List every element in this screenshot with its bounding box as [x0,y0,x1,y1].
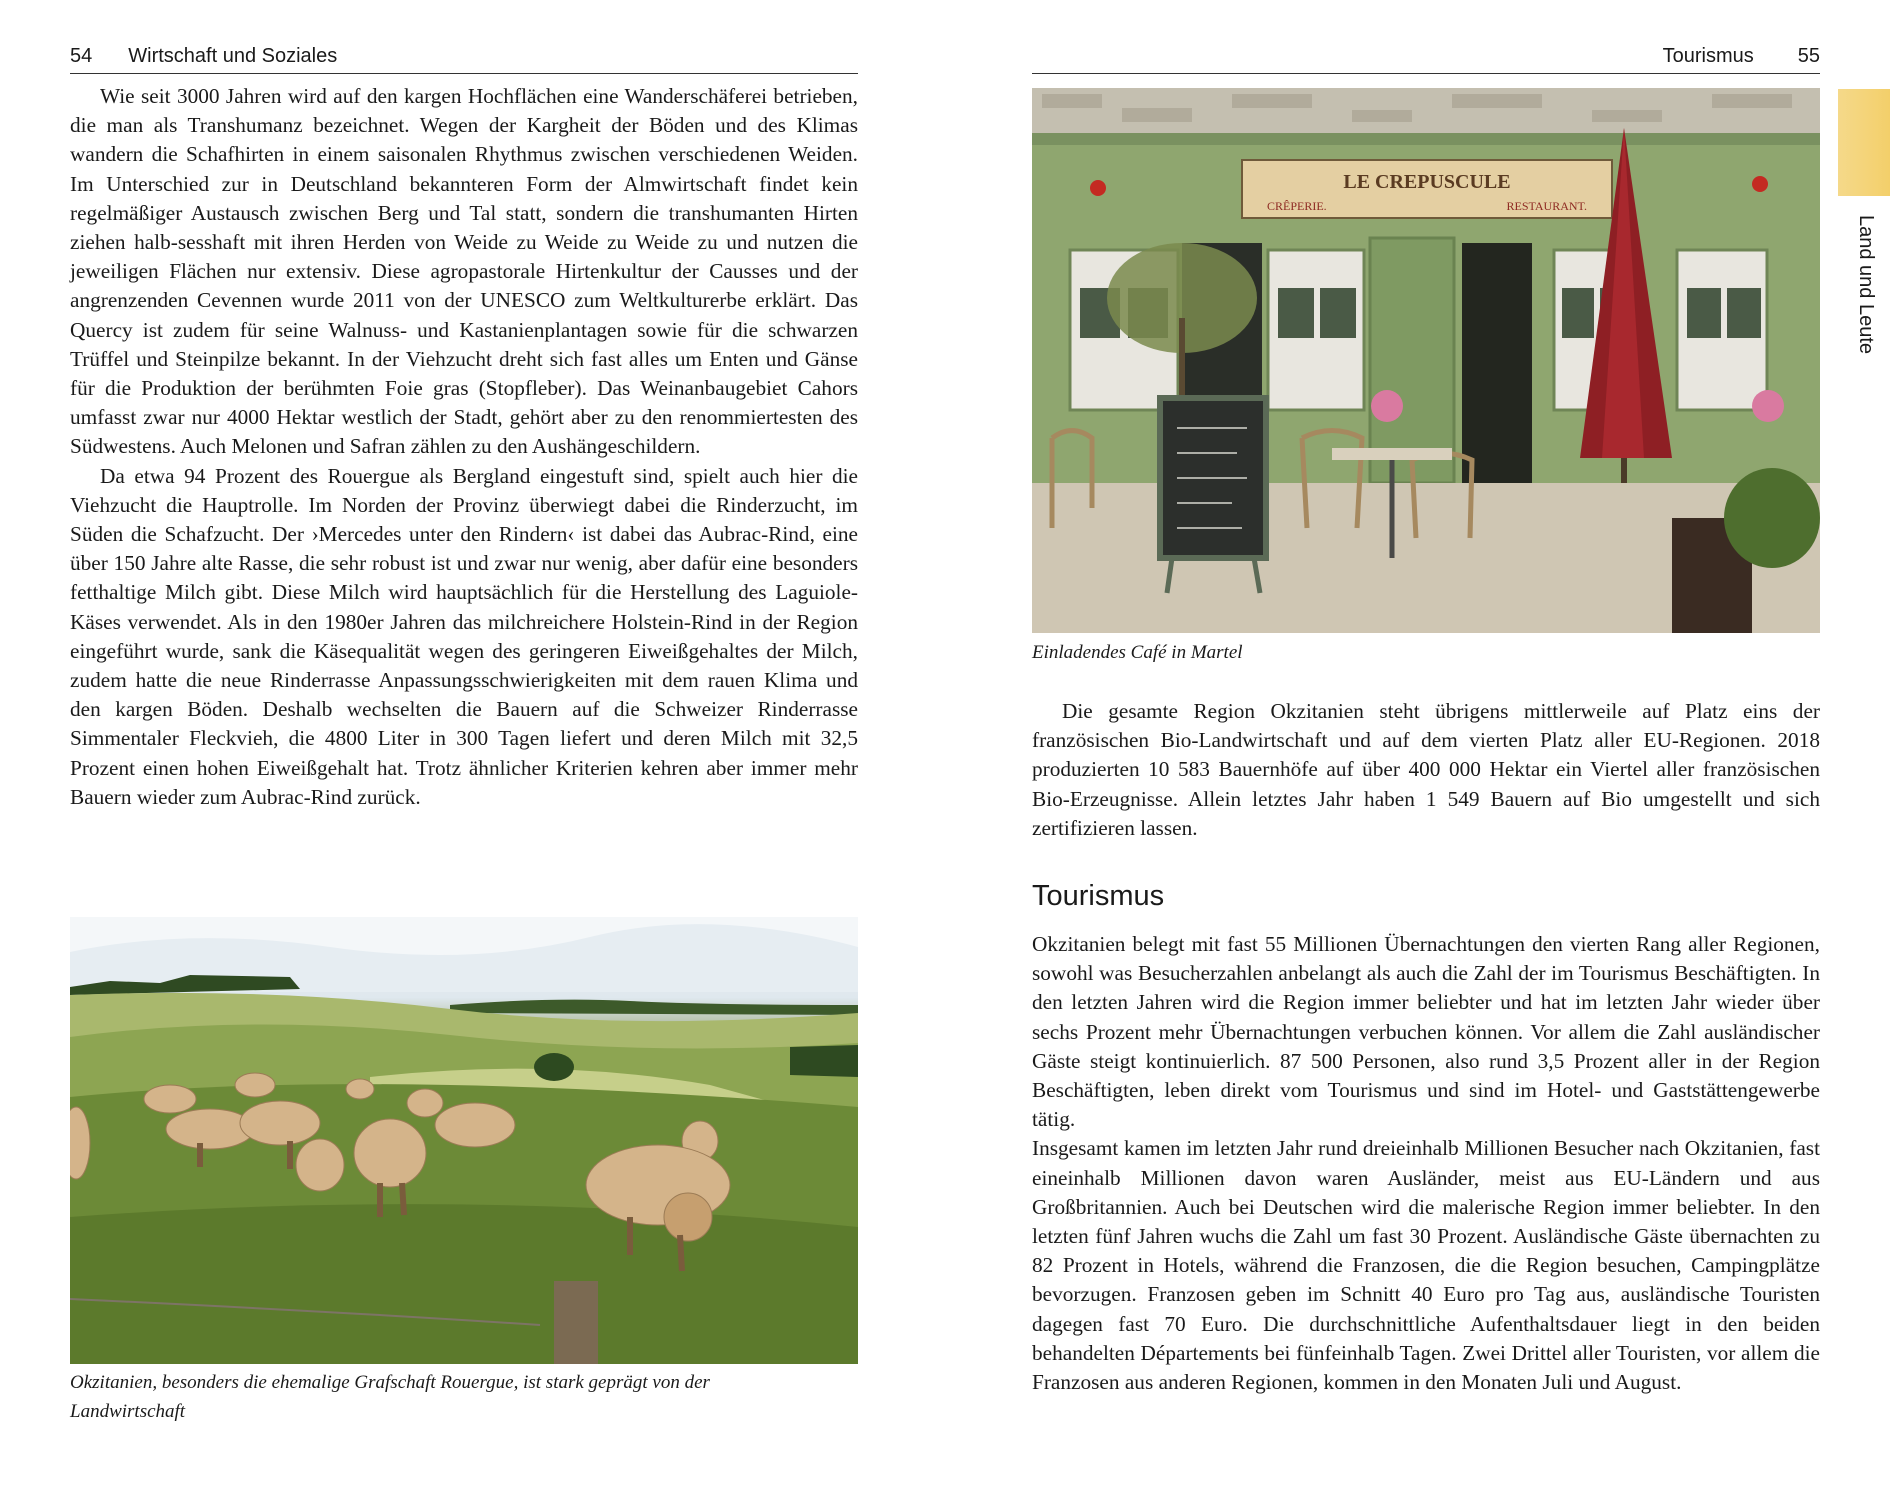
paragraph-besucher: Insgesamt kamen im letzten Jahr rund dreieinhalb Millionen Besucher nach Okzitanien, fast eineinhalb Millionen davon waren Ausländer, meist aus EU-Ländern und aus Großbritannien. Auch bei Deutschen wird die malerische Region immer beliebter. In den letzten fünf Jahren wuchs die Zahl um fast 30 Prozent. Ausländische Gäste übernachten zu 82 Prozent in Hotels, während die Franzosen, die die Region besuchen, Campingplätze bevorzugen. Franzosen geben im Schnitt 40 Euro pro Tag aus, ausländische Touristen dagegen fast 70 Euro. Die durchschnittliche Aufenthaltsdauer liegt in den beiden behandelten Départements bei fünfeinhalb Tagen. Zwei Drittel aller Touristen, vor allem die Franzosen aus anderen Regionen, kommen in den Monaten Juli und August. [1032,1136,1820,1395]
cows-pasture-photo [70,917,858,1364]
cafe-sign-left: CRÊPERIE. [1267,199,1327,213]
right-page [945,0,1890,1496]
right-running-head [1032,44,1820,74]
section-heading-tourismus: Tourismus [1032,880,1165,912]
cafe-photo [1032,88,1820,633]
right-page-number: 55 [1797,45,1820,67]
tourismus-text-column [1032,930,1820,1397]
cafe-sign-right: RESTAURANT. [1506,199,1587,213]
paragraph-bio-landwirtschaft: Die gesamte Region Okzitanien steht übrigens mittlerweile auf Platz eins der französischen Bio-Landwirtschaft und auf dem vierten Platz aller EU-Regionen. 2018 produzierten 10 583 Bauernhöfe auf über 400 000 Hektar ein Viertel aller französischen Bio-Erzeugnisse. Allein letztes Jahr haben 1 549 Bauern auf Bio umgestellt und sich zertifizieren lassen. [1032,699,1820,840]
cafe-photo-caption: Einladendes Café in Martel [1032,642,1243,663]
cafe-sign-name: LE CREPUSCULE [1343,171,1511,193]
paragraph-uebernachtungen: Okzitanien belegt mit fast 55 Millionen Übernachtungen den vierten Rang aller Regionen, sowohl was Besucherzahlen anbelangt als auch die Zahl der im Tourismus Beschäftigten. In den letzten Jahren wird die Region immer beliebter und hat im letzten Jahr wieder über sechs Prozent mehr Übernachtungen verbuchen können. Vor allem die Zahl ausländischer Gäste steigt kontinuierlich. 87 500 Personen, also rund 3,5 Prozent aller in der Region Beschäftigten, leben direkt vom Tourismus und sind im Hotel- und Gaststättengewerbe tätig. [1032,932,1820,1132]
left-running-head [70,44,858,74]
cafe-facade-illustration [1032,88,1820,633]
chapter-thumb-text: Land und Leute [1855,215,1877,355]
right-chapter-title: Tourismus [1662,45,1754,67]
chapter-thumb-label [1838,215,1890,375]
paragraph-transhumanz: Wie seit 3000 Jahren wird auf den kargen Hochflächen eine Wanderschäferei betrieben, die man als Transhumanz bezeichnet. Wegen der Kargheit der Böden und des Klimas wandern die Schafhirten in einem saisonalen Rhythmus zwischen verschiedenen Weiden. Im Unterschied zur in Deutschland bekannteren Form der Almwirtschaft findet kein regelmäßiger Austausch zwischen Berg und Tal statt, sondern die transhumanten Hirten ziehen halb-sesshaft mit ihren Herden von Weide zu Weide zu Weide zu und nutzen die jeweiligen Flächen nur extensiv. Diese agropastorale Hirtenkultur der Causses und der angrenzenden Cevennen wurde 2011 von der UNESCO zum Weltkulturerbe erklärt. Das Quercy ist zudem für seine Walnuss- und Kastanienplantagen sowie für die schwarzen Trüffel und Steinpilze bekannt. In der Viehzucht dreht sich fast alles um Enten und Gänse für die Produktion der berühmten Foie gras (Stopfleber). Das Weinanbaugebiet Cahors umfasst zwar nur 4000 Hektar westlich der Stadt, gehört aber zu den renommiertesten des Südwestens. Auch Melonen und Safran zählen zu den Aushängeschildern. [70,84,858,459]
left-page-number: 54 [70,45,93,67]
bio-paragraph-column [1032,697,1820,843]
left-text-column [70,82,858,812]
left-chapter-title: Wirtschaft und Soziales [128,45,338,67]
paragraph-rouergue: Da etwa 94 Prozent des Rouergue als Bergland eingestuft sind, spielt auch hier die Viehzucht die Hauptrolle. Im Norden der Provinz überwiegt dabei die Rinderzucht, im Süden die Schafzucht. Der ›Mercedes unter den Rindern‹ ist dabei das Aubrac-Rind, eine über 150 Jahre alte Rasse, die sehr robust ist und zwar nur wenig, aber dafür eine besonders fetthaltige Milch gibt. Diese Milch wird hauptsächlich für die Herstellung des Laguiole-Käses verwendet. Als in den 1980er Jahren das milchreichere Holstein-Rind in der Region eingeführt wurde, sank die Käsequalität wegen des geringeren Eiweißgehaltes der Milch, zudem hatte die neue Rinderrasse Anpassungsschwierigkeiten mit dem rauen Klima und den kargen Böden. Deshalb wechselten die Bauern auf die Schweizer Rinderrasse Simmentaler Fleckvieh, die 4800 Liter in 300 Tagen liefert und deren Milch mit 32,5 Prozent einen hohen Eiweißgehalt hat. Trotz ähnlicher Kriterien kehren aber immer mehr Bauern wieder zum Aubrac-Rind zurück. [70,463,858,809]
cows-pasture-illustration [70,917,858,1364]
cows-photo-caption: Okzitanien, besonders die ehemalige Grafschaft Rouergue, ist stark geprägt von der Landwirtschaft [70,1372,710,1422]
chapter-thumb-tab [1838,89,1890,196]
